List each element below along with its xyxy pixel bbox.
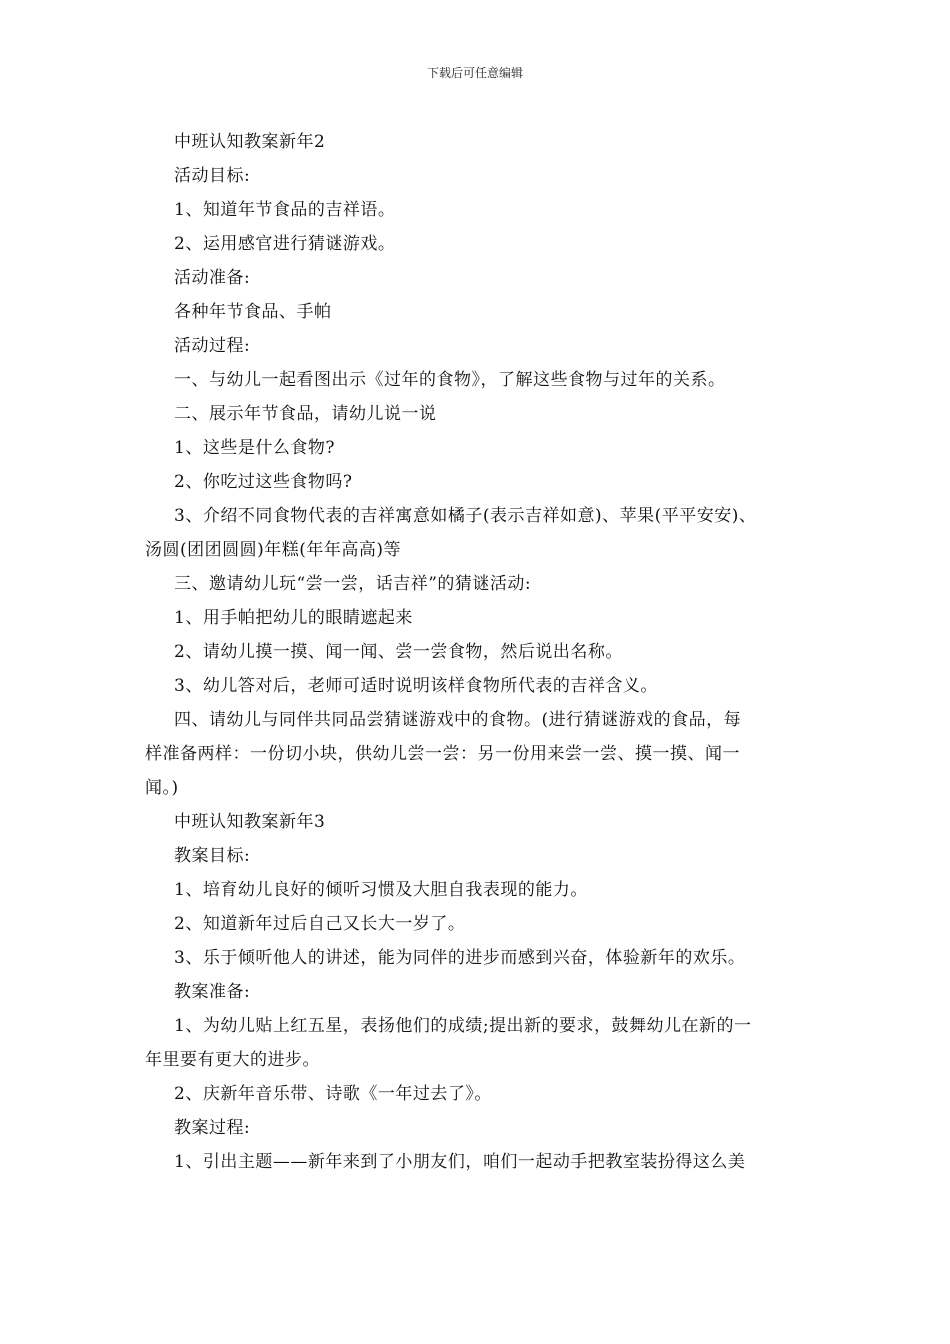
section-title: 中班认知教案新年2 (174, 132, 326, 152)
page-header: 下载后可任意编辑 (426, 66, 523, 80)
paragraph: 3、幼儿答对后，老师可适时说明该样食物所代表的吉祥含义。 (174, 676, 658, 696)
subheading: 教案准备: (174, 982, 251, 1002)
paragraph: 1、为幼儿贴上红五星，表扬他们的成绩;提出新的要求，鼓舞幼儿在新的一 (174, 1016, 752, 1036)
subheading: 教案过程: (174, 1118, 251, 1138)
paragraph: 二、展示年节食品，请幼儿说一说 (174, 404, 437, 424)
paragraph: 2、你吃过这些食物吗? (174, 472, 353, 492)
paragraph: 1、引出主题——新年来到了小朋友们，咱们一起动手把教室装扮得这么美 (174, 1152, 746, 1172)
paragraph: 三、邀请幼儿玩“尝一尝，话吉祥”的猜谜活动: (174, 574, 532, 594)
paragraph: 1、培育幼儿良好的倾听习惯及大胆自我表现的能力。 (174, 880, 588, 900)
paragraph: 3、介绍不同食物代表的吉祥寓意如橘子(表示吉祥如意)、苹果(平平安安)、 (174, 506, 757, 526)
paragraph: 四、请幼儿与同伴共同品尝猜谜游戏中的食物。(进行猜谜游戏的食品，每 (174, 710, 742, 730)
paragraph-continuation: 闻。) (145, 778, 179, 798)
paragraph-continuation: 年里要有更大的进步。 (145, 1050, 320, 1070)
paragraph-continuation: 汤圆(团团圆圆)年糕(年年高高)等 (145, 540, 402, 560)
subheading: 活动目标: (174, 166, 251, 186)
paragraph: 3、乐于倾听他人的讲述，能为同伴的进步而感到兴奋，体验新年的欢乐。 (174, 948, 746, 968)
paragraph-continuation: 样准备两样：一份切小块，供幼儿尝一尝：另一份用来尝一尝、摸一摸、闻一 (145, 744, 740, 764)
paragraph: 2、知道新年过后自己又长大一岁了。 (174, 914, 466, 934)
subheading: 活动准备: (174, 268, 251, 288)
paragraph: 2、请幼儿摸一摸、闻一闻、尝一尝食物，然后说出名称。 (174, 642, 623, 662)
section-title: 中班认知教案新年3 (174, 812, 326, 832)
paragraph: 1、这些是什么食物? (174, 438, 335, 458)
paragraph: 2、庆新年音乐带、诗歌《一年过去了》。 (174, 1084, 492, 1104)
document-body (145, 125, 815, 1179)
paragraph: 2、运用感官进行猜谜游戏。 (174, 234, 396, 254)
subheading: 教案目标: (174, 846, 251, 866)
paragraph: 各种年节食品、手帕 (174, 302, 332, 322)
paragraph: 一、与幼儿一起看图出示《过年的食物》，了解这些食物与过年的关系。 (174, 370, 726, 390)
paragraph: 1、用手帕把幼儿的眼睛遮起来 (174, 608, 413, 628)
paragraph: 1、知道年节食品的吉祥语。 (174, 200, 396, 220)
subheading: 活动过程: (174, 336, 251, 356)
